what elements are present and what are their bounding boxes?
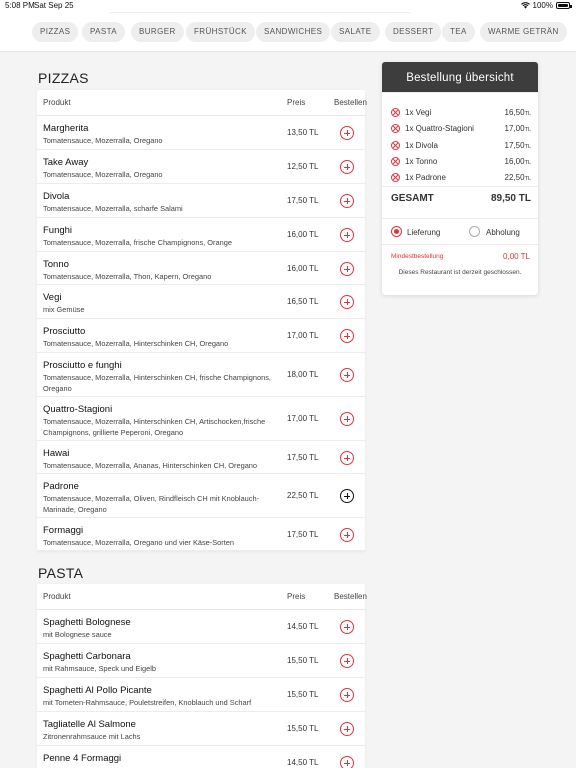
add-to-order-icon[interactable] <box>340 620 354 634</box>
product-name: Funghi <box>43 225 73 236</box>
product-name: Prosciutto e funghi <box>43 360 122 371</box>
header-product: Produkt <box>43 98 71 107</box>
product-price: 12,50 TL <box>287 162 319 171</box>
add-to-order-icon[interactable] <box>340 412 354 426</box>
pickup-radio[interactable] <box>469 226 480 237</box>
order-summary-title: Bestellung übersicht <box>382 62 538 92</box>
order-item <box>391 172 531 184</box>
product-price: 22,50 TL <box>287 491 319 500</box>
product-description: Tomatensauce, Mozerralla, Oregano <box>43 170 163 179</box>
total-label: GESAMT <box>391 193 434 204</box>
category-pasta[interactable]: PASTA <box>82 22 125 42</box>
table-row <box>37 474 365 518</box>
product-name: Spaghetti Bolognese <box>43 617 131 628</box>
remove-item-icon[interactable] <box>391 157 400 166</box>
product-description: Tomatensauce, Mozerralla, Thon, Kapern, Oregano <box>43 272 212 281</box>
table-row <box>37 353 365 397</box>
order-item-name: 1x Padrone <box>405 173 446 183</box>
product-description: mit Bolognese sauce <box>43 630 112 639</box>
table-row <box>37 252 365 285</box>
order-item-currency: TL <box>524 127 531 134</box>
status-right <box>521 1 570 10</box>
product-description: mit Tometen-Rahmsauce, Pouletstreifen, Knoblauch und Scharf <box>43 698 252 707</box>
pickup-label: Abholung <box>486 228 520 237</box>
divider <box>382 186 538 187</box>
product-name: Spaghetti Carbonara <box>43 651 131 662</box>
product-description: Tomatensauce, Mozerralla, Oregano und vier Käse-Sorten <box>43 538 235 547</box>
total-value: 89,50 TL <box>490 193 531 204</box>
table-row <box>37 184 365 218</box>
product-name: Padrone <box>43 481 79 492</box>
category-tea[interactable]: TEA <box>442 22 475 42</box>
pasta-table <box>37 584 365 768</box>
section-title-pizzas: PIZZAS <box>38 70 89 86</box>
add-to-order-icon[interactable] <box>340 160 354 174</box>
divider <box>382 218 538 219</box>
product-name: Tonno <box>43 259 69 270</box>
product-price: 14,50 TL <box>287 622 319 631</box>
order-item-price <box>505 108 531 117</box>
order-item <box>391 156 531 168</box>
order-item-price <box>505 173 531 182</box>
order-item-currency: TL <box>524 176 531 183</box>
table-header <box>37 90 365 116</box>
section-title-pasta: PASTA <box>38 565 84 581</box>
product-name: Hawai <box>43 448 70 459</box>
delivery-radio[interactable] <box>391 226 402 237</box>
category-divider <box>110 12 410 13</box>
header-order: Bestellen <box>334 98 367 107</box>
remove-item-icon[interactable] <box>391 173 400 182</box>
product-name: Penne 4 Formaggi <box>43 753 122 764</box>
add-to-order-icon[interactable] <box>340 194 354 208</box>
order-item-name: 1x Tonno <box>405 156 438 166</box>
order-item-name: 1x Vegi <box>405 108 432 117</box>
header-product: Produkt <box>43 592 71 601</box>
add-to-order-icon[interactable] <box>340 688 354 702</box>
table-row <box>37 441 365 474</box>
product-name: Take Away <box>43 157 89 168</box>
category-bar <box>0 12 576 52</box>
order-item-name: 1x Quattro-Stagioni <box>405 124 474 134</box>
table-row <box>37 218 365 252</box>
order-summary-panel <box>382 62 538 295</box>
divider <box>382 92 538 93</box>
product-price: 13,50 TL <box>287 128 319 137</box>
table-row <box>37 150 365 184</box>
header-price: Preis <box>287 592 306 601</box>
add-to-order-icon[interactable] <box>340 126 354 140</box>
add-to-order-icon[interactable] <box>340 489 354 503</box>
product-description: Zitronenrahmsauce mit Lachs <box>43 732 141 741</box>
order-item-price-value: 22,50 <box>504 173 525 183</box>
product-price: 17,00 TL <box>287 331 319 340</box>
header-order: Bestellen <box>334 592 367 601</box>
product-description: Tomatensauce, Mozerralla, Hinterschinken CH, Oregano <box>43 339 229 348</box>
product-description: Tomatensauce, Mozerralla, frische Champignons, Orange <box>43 238 232 247</box>
order-item-currency: TL <box>524 159 531 166</box>
remove-item-icon[interactable] <box>391 108 400 117</box>
category-salate[interactable]: SALATE <box>331 22 380 42</box>
add-to-order-icon[interactable] <box>340 295 354 309</box>
battery-icon <box>556 2 570 9</box>
table-row <box>37 116 365 150</box>
add-to-order-icon[interactable] <box>340 262 354 276</box>
order-item-currency: TL <box>524 143 531 150</box>
product-price: 14,50 TL <box>287 758 319 767</box>
add-to-order-icon[interactable] <box>340 368 354 382</box>
remove-item-icon[interactable] <box>391 141 400 150</box>
product-price: 16,50 TL <box>287 297 319 306</box>
status-time: 5:08 PM <box>5 1 35 10</box>
add-to-order-icon[interactable] <box>340 329 354 343</box>
order-item-price <box>505 157 531 166</box>
product-name: Vegi <box>43 292 62 303</box>
product-price: 15,50 TL <box>287 724 319 733</box>
product-name: Prosciutto <box>43 326 86 337</box>
product-price: 15,50 TL <box>287 690 319 699</box>
add-to-order-icon[interactable] <box>340 228 354 242</box>
order-item-name: 1x Divola <box>405 140 438 150</box>
table-row <box>37 678 365 712</box>
category-warme-getraenke[interactable]: WARME GETRÄN <box>480 22 567 42</box>
product-name: Divola <box>43 191 70 202</box>
minimum-order-label: Mindestbestellung <box>391 253 444 260</box>
order-item <box>391 140 531 152</box>
wifi-icon <box>521 2 530 9</box>
table-row <box>37 610 365 644</box>
product-price: 17,50 TL <box>287 196 319 205</box>
product-name: Quattro-Stagioni <box>43 404 113 415</box>
category-fruehstueck[interactable]: FRÜHSTÜCK <box>186 22 255 42</box>
product-description: mix Gemüse <box>43 305 85 314</box>
order-total <box>391 193 531 204</box>
table-header <box>37 584 365 610</box>
category-burger[interactable]: BURGER <box>131 22 184 42</box>
table-row <box>37 319 365 353</box>
product-price: 16,00 TL <box>287 263 319 273</box>
pizza-table <box>37 90 365 551</box>
product-description: Tomatensauce, Mozerralla, Hinterschinken CH, frische Champignons, Oregano <box>43 373 271 393</box>
table-row <box>37 644 365 678</box>
product-description: Tomatensauce, Mozerralla, Oliven, Rindfleisch CH mit Knoblauch-Marinade, Oregano <box>43 494 260 514</box>
table-row <box>37 397 365 441</box>
order-item-price <box>505 141 531 150</box>
order-item-price-value: 17,50 <box>504 140 525 150</box>
table-row <box>37 746 365 768</box>
add-to-order-icon[interactable] <box>340 451 354 465</box>
product-price: 18,00 TL <box>287 370 319 379</box>
add-to-order-icon[interactable] <box>340 722 354 736</box>
order-item <box>391 123 531 135</box>
category-pizzas[interactable]: PIZZAS <box>32 22 78 42</box>
order-item-currency: TL <box>524 111 531 117</box>
category-dessert[interactable]: DESSERT <box>385 22 441 42</box>
product-name: Margherita <box>43 123 89 134</box>
table-row <box>37 712 365 746</box>
delivery-label: Lieferung <box>407 228 441 237</box>
product-price: 17,00 TL <box>287 414 319 423</box>
product-price: 15,50 TL <box>287 656 319 665</box>
product-description: Tomatensauce, Mozerralla, Oregano <box>43 136 163 145</box>
add-to-order-icon[interactable] <box>340 756 354 768</box>
product-price: 16,00 TL <box>287 230 319 239</box>
order-item-price-value: 16,00 <box>504 156 525 166</box>
divider <box>382 244 538 245</box>
remove-item-icon[interactable] <box>391 124 400 133</box>
product-description: mit Rahmsauce, Speck und Eigelb <box>43 664 156 673</box>
order-item-price-value: 17,00 <box>504 124 525 134</box>
product-description: Tomatensauce, Mozerralla, Ananas, Hinterschinken CH, Oregano <box>43 461 258 470</box>
product-description: Tomatensauce, Mozerralla, scharfe Salami <box>43 204 183 213</box>
order-item <box>391 107 531 119</box>
restaurant-closed-message: Dieses Restaurant ist derzeit geschlossen. <box>398 269 522 276</box>
table-row <box>37 518 365 551</box>
product-price: 17,50 TL <box>287 452 319 462</box>
minimum-order-value: 0,00 TL <box>503 252 530 261</box>
order-item-price-value: 16,50 <box>504 108 525 117</box>
category-sandwiches[interactable]: SANDWICHES <box>256 22 330 42</box>
table-row <box>37 285 365 319</box>
header-price: Preis <box>287 98 306 107</box>
order-item-price <box>505 124 531 133</box>
battery-percent: 100% <box>532 1 553 10</box>
status-bar <box>0 0 576 12</box>
product-name: Formaggi <box>43 525 84 536</box>
status-date: Sat Sep 25 <box>34 1 74 10</box>
add-to-order-icon[interactable] <box>340 528 354 542</box>
add-to-order-icon[interactable] <box>340 654 354 668</box>
product-name: Tagliatelle Al Salmone <box>43 719 136 730</box>
product-price: 17,50 TL <box>287 529 319 539</box>
product-description: Tomatensauce, Mozerralla, Hinterschinken CH, Artischocken,frische Champignons, grillierte Peperoni, Oregano <box>43 417 266 437</box>
product-name: Spaghetti Al Pollo Picante <box>43 685 152 696</box>
